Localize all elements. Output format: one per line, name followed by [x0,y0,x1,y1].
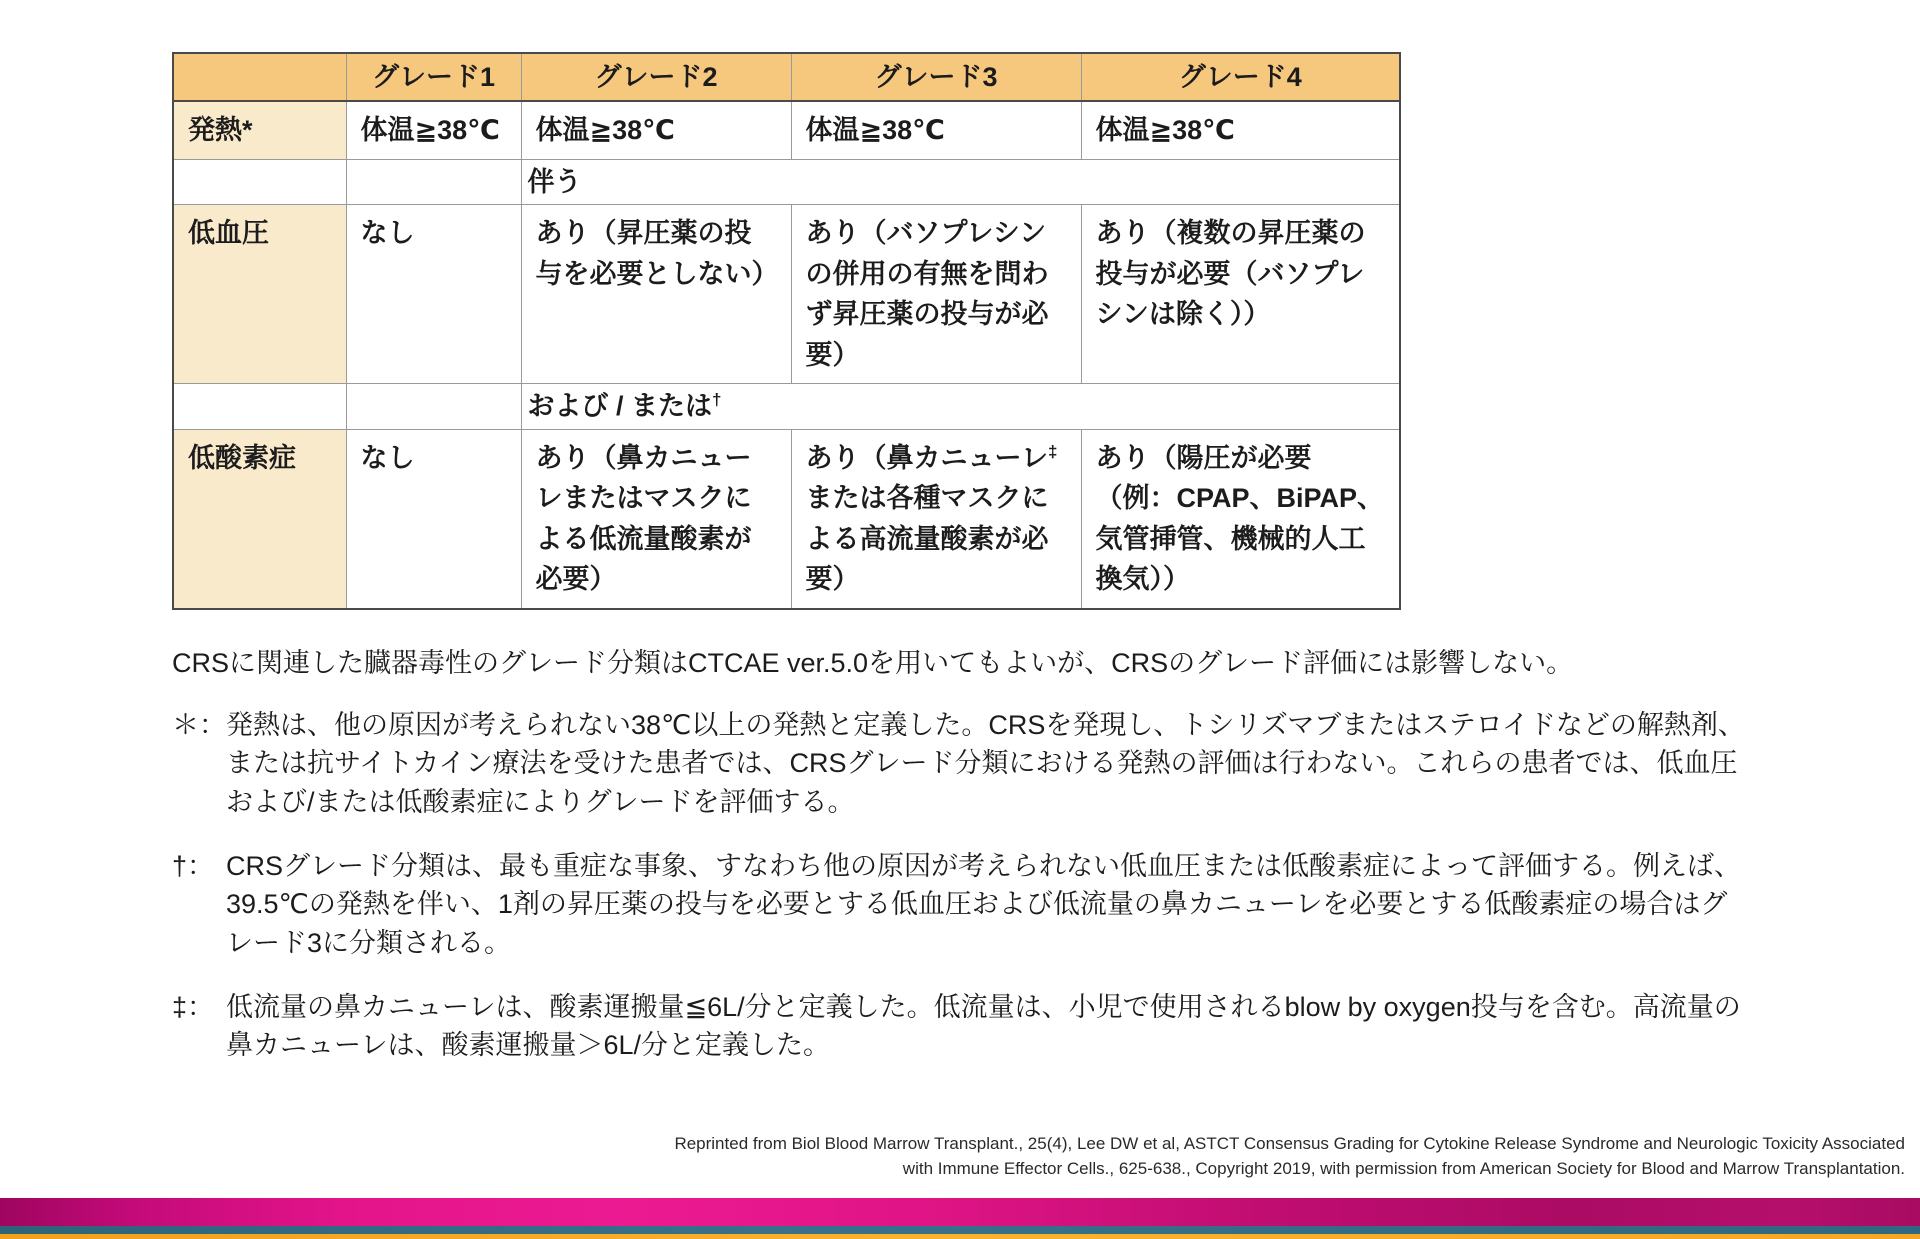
connector1-blank-label [173,159,346,205]
brand-bar-pink-stripe [0,1198,1920,1226]
col-header-grade4: グレード4 [1081,53,1400,101]
connector2-blank-grade1 [346,384,521,430]
hypoxia-grade1-cell: なし [346,429,521,609]
footnote-dagger-text: CRSグレード分類は、最も重症な事象、すなわち他の原因が考えられない低血圧または低酸素症によって評価する。例えば、39.5℃の発熱を伴い、1剤の昇圧薬の投与を必要とする低血圧および低流量の鼻カニューレを必要とする低酸素症の場合はグレード3に分類される。 [226,850,1742,958]
dagger-superscript: † [712,390,722,409]
hypoxia-grade3-cell [791,429,1081,609]
citation [674,1132,1905,1181]
footnote-dagger-marker: †： [172,850,215,881]
hypotension-grade3-cell: あり（バソプレシンの併用の有無を問わず昇圧薬の投与が必要） [791,205,1081,384]
hypoxia-grade3-post: または各種マスクによる高流量酸素が必要） [805,483,1049,594]
connector-and-or [521,384,1400,430]
citation-line-2: with Immune Effector Cells., 625-638., Copyright 2019, with permission from American Society for Blood and Marrow Transplantation. [902,1158,1905,1178]
citation-line-1: Reprinted from Biol Blood Marrow Transplant., 25(4), Lee DW et al, ASTCT Consensus Grading for Cytokine Release Syndrome and Neurologic Toxicity Associated [674,1134,1905,1153]
hypotension-row [173,205,1400,384]
hypotension-grade1-cell: なし [346,205,521,384]
footnote-dagger [172,847,1752,962]
brand-bar-orange-stripe [0,1234,1920,1239]
footnote-double-dagger [172,988,1752,1065]
fever-row [173,101,1400,159]
hypoxia-grade3-pre: あり（鼻カニューレ [805,442,1048,473]
footnote-asterisk-text: 発熱は、他の原因が考えられない38℃以上の発熱と定義した。CRSを発現し、トシリズマブまたはステロイドなどの解熱剤、または抗サイトカイン療法を受けた患者では、CRSグレード分類における発熱の評価は行わない。これらの患者では、低血圧および/または低酸素症によりグレードを評価する。 [226,710,1745,817]
row-label-hypoxia: 低酸素症 [173,429,346,609]
connector-and-or-text: および / または [527,391,713,421]
footnote-double-dagger-marker: ‡： [172,991,215,1022]
connector1-blank-grade1 [346,159,521,205]
hypotension-grade2-cell: あり（昇圧薬の投与を必要としない） [521,205,791,384]
connector-accompanied-by: 伴う [521,159,1400,205]
footnote-asterisk [172,706,1752,821]
hypoxia-grade4-cell: あり（陽圧が必要（例：CPAP、BiPAP、気管挿管、機械的人工換気）） [1081,429,1400,609]
hypoxia-grade2-cell: あり（鼻カニューレまたはマスクによる低流量酸素が必要） [521,429,791,609]
fever-grade4-cell: 体温≧38℃ [1081,101,1400,159]
ctcae-note: CRSに関連した臓器毒性のグレード分類はCTCAE ver.5.0を用いてもよいが、CRSのグレード評価には影響しない。 [172,648,1574,678]
footnotes-block [172,706,1752,1091]
table-corner-cell [173,53,346,101]
brand-bar-teal-stripe [0,1226,1920,1234]
col-header-grade1: グレード1 [346,53,521,101]
fever-grade1-cell: 体温≧38℃ [346,101,521,159]
col-header-grade3: グレード3 [791,53,1081,101]
double-dagger-superscript: ‡ [1047,441,1058,461]
hypotension-grade4-cell: あり（複数の昇圧薬の投与が必要（バソプレシンは除く）） [1081,205,1400,384]
connector2-blank-label [173,384,346,430]
footnote-double-dagger-text: 低流量の鼻カニューレは、酸素運搬量≦6L/分と定義した。低流量は、小児で使用されるblow by oxygen投与を含む。高流量の鼻カニューレは、酸素運搬量＞6L/分と定義した。 [226,991,1741,1061]
row-label-fever: 発熱* [173,101,346,159]
hypoxia-row [173,429,1400,609]
row-label-hypotension: 低血圧 [173,205,346,384]
fever-grade3-cell: 体温≧38℃ [791,101,1081,159]
footnote-asterisk-marker: ＊： [172,710,226,740]
table-header-row [173,53,1400,101]
connector-row-and-or [173,384,1400,430]
fever-grade2-cell: 体温≧38℃ [521,101,791,159]
crs-grading-table [172,52,1401,610]
col-header-grade2: グレード2 [521,53,791,101]
brand-bar-decoration [0,1198,1920,1239]
connector-row-accompanied [173,159,1400,205]
